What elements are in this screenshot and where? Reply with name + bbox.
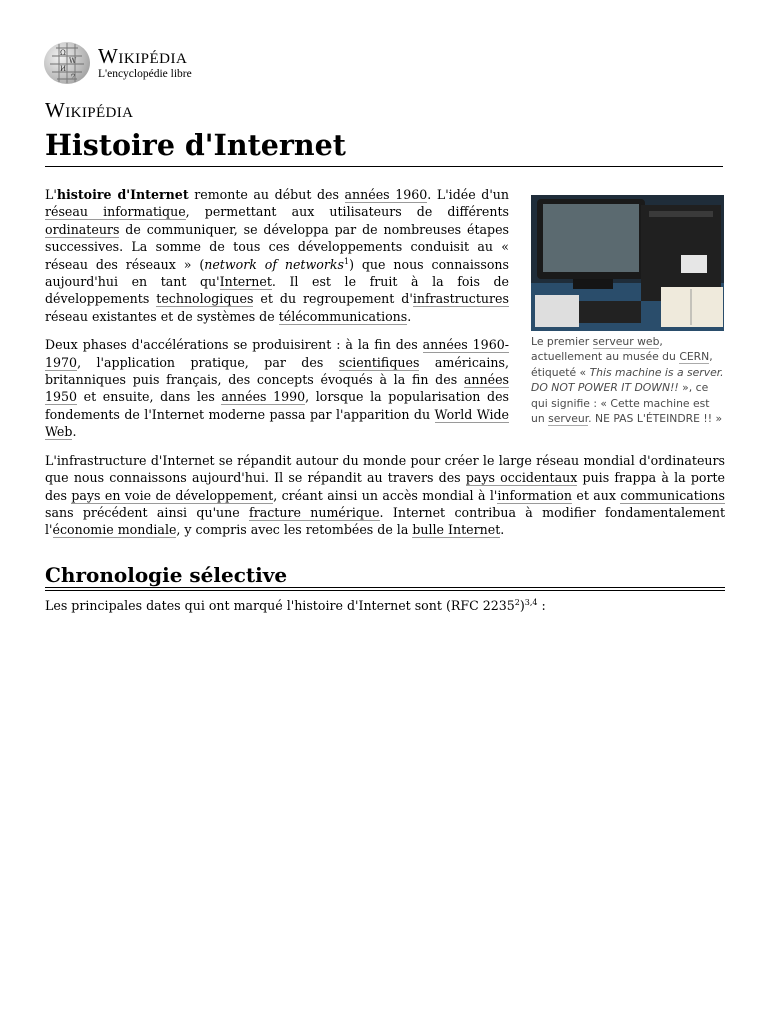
caption-text: , étiqueté « bbox=[531, 350, 713, 379]
link-serveur[interactable]: serveur bbox=[548, 412, 589, 426]
text: ) que nous connaissons aujourd'hui en tant qu' bbox=[45, 256, 509, 290]
svg-text:W: W bbox=[69, 57, 77, 65]
caption-text: », ce qui signifie : « Cette machine est un bbox=[531, 381, 710, 426]
link-annees-1950[interactable]: années 1950 bbox=[45, 372, 509, 405]
link-reseau-informatique[interactable]: réseau informatique bbox=[45, 204, 186, 220]
text: réseau existantes et de systèmes de bbox=[45, 308, 279, 324]
text: Deux phases d'accélérations se produisirent : à la fin des bbox=[45, 337, 423, 353]
server-photo[interactable] bbox=[531, 195, 724, 331]
caption-text: Le premier bbox=[531, 335, 593, 348]
link-ordinateurs[interactable]: ordinateurs bbox=[45, 221, 120, 237]
text: puis frappa à la porte des bbox=[45, 470, 726, 503]
page-title: Histoire d'Internet bbox=[45, 128, 723, 167]
text: . bbox=[72, 424, 77, 440]
link-annees-1960[interactable]: années 1960 bbox=[344, 187, 428, 202]
text: , créant ainsi un accès mondial à l' bbox=[273, 487, 498, 503]
link-pays-occidentaux[interactable]: pays occidentaux bbox=[465, 470, 578, 486]
text: et ensuite, dans les bbox=[77, 389, 222, 405]
footnote-3-4[interactable]: 3,4 bbox=[524, 597, 538, 607]
link-technologiques[interactable]: technologiques bbox=[156, 291, 254, 307]
footnote-1[interactable]: 1 bbox=[343, 256, 350, 266]
link-telecommunications[interactable]: télécommunications bbox=[278, 308, 408, 324]
text: . bbox=[500, 522, 505, 538]
thumbnail-figure bbox=[531, 195, 725, 426]
caption-text: . NE PAS L'ÉTEINDRE !! » bbox=[588, 412, 723, 426]
text: . Il est le fruit à la fois de développements bbox=[45, 274, 509, 307]
wikipedia-wordmark: Wikipédia bbox=[45, 98, 134, 122]
link-economie-mondiale[interactable]: économie mondiale bbox=[52, 522, 177, 538]
link-annees-1960-1970[interactable]: années 1960-1970 bbox=[45, 337, 509, 370]
text: américains, britanniques puis français, des concepts évoqués à la fin des bbox=[45, 354, 509, 388]
text: , permettant aux utilisateurs de différents bbox=[185, 204, 510, 220]
caption-italic: This machine is a server. DO NOT POWER IT DOWN!! bbox=[531, 365, 724, 395]
figure-caption bbox=[531, 334, 725, 426]
link-infrastructures[interactable]: infrastructures bbox=[412, 291, 509, 307]
link-bulle-internet[interactable]: bulle Internet bbox=[412, 522, 501, 538]
logo-tagline: L'encyclopédie libre bbox=[98, 67, 192, 80]
link-serveur-web[interactable]: serveur web bbox=[592, 335, 660, 348]
text: . L'idée d'un bbox=[427, 187, 510, 202]
svg-text:Ω: Ω bbox=[60, 49, 66, 57]
link-internet[interactable]: Internet bbox=[219, 274, 272, 290]
link-fracture-numerique[interactable]: fracture numérique bbox=[249, 504, 380, 520]
link-annees-1990[interactable]: années 1990 bbox=[221, 389, 306, 405]
text: L'infrastructure d'Internet se répandit autour du monde pour créer le large réseau mondial d'ordinateurs que nous connaissons aujourd'hui. Il se répandit au travers des bbox=[45, 452, 725, 486]
svg-text:ウ: ウ bbox=[70, 73, 77, 80]
text: . bbox=[407, 308, 412, 324]
caption-text: , actuellement au musée du bbox=[531, 335, 680, 364]
link-world-wide-web[interactable]: World Wide Web bbox=[45, 406, 509, 440]
link-scientifiques[interactable]: scientifiques bbox=[338, 354, 420, 370]
text: , lorsque la popularisation des fondements de l'Internet moderne passa par l'apparition du bbox=[45, 389, 509, 422]
text: . Internet contribua à modifier fondamentalement l' bbox=[45, 504, 726, 538]
link-cern[interactable]: CERN bbox=[679, 350, 710, 364]
svg-text:И: И bbox=[60, 65, 67, 73]
link-information[interactable]: information bbox=[497, 487, 572, 503]
text: et aux bbox=[571, 487, 621, 503]
footnote-2[interactable]: 2 bbox=[514, 597, 520, 607]
link-communications[interactable]: communications bbox=[620, 487, 725, 503]
italic-term: network of networks bbox=[204, 256, 344, 272]
text: L' bbox=[45, 187, 57, 202]
text: sans précédent ainsi qu'une bbox=[45, 504, 250, 520]
text: , y compris avec les retombées de la bbox=[176, 522, 413, 538]
text: de communiquer, se développa par de nombreuses étapes successives. La somme de tous ces développements conduisit au « réseau des réseaux » ( bbox=[45, 221, 509, 272]
text: et du regroupement d' bbox=[253, 291, 413, 307]
text: Les principales dates qui ont marqué l'histoire d'Internet sont (RFC 2235 bbox=[45, 598, 515, 614]
text: , l'application pratique, par des bbox=[77, 354, 339, 370]
link-pays-en-voie-de-developpement[interactable]: pays en voie de développement bbox=[71, 487, 274, 503]
infrastructure-paragraph bbox=[45, 452, 725, 539]
chronology-intro bbox=[45, 597, 725, 614]
wikipedia-logo[interactable] bbox=[44, 42, 192, 84]
text: remonte au début des bbox=[188, 187, 345, 202]
text: : bbox=[537, 598, 546, 614]
article-body bbox=[45, 186, 725, 626]
bold-term: histoire d'Internet bbox=[56, 187, 189, 202]
wikipedia-globe-icon bbox=[44, 42, 90, 84]
text: ) bbox=[519, 598, 525, 614]
section-heading: Chronologie sélective bbox=[45, 567, 725, 591]
logo-name: Wikipédia bbox=[98, 43, 188, 68]
